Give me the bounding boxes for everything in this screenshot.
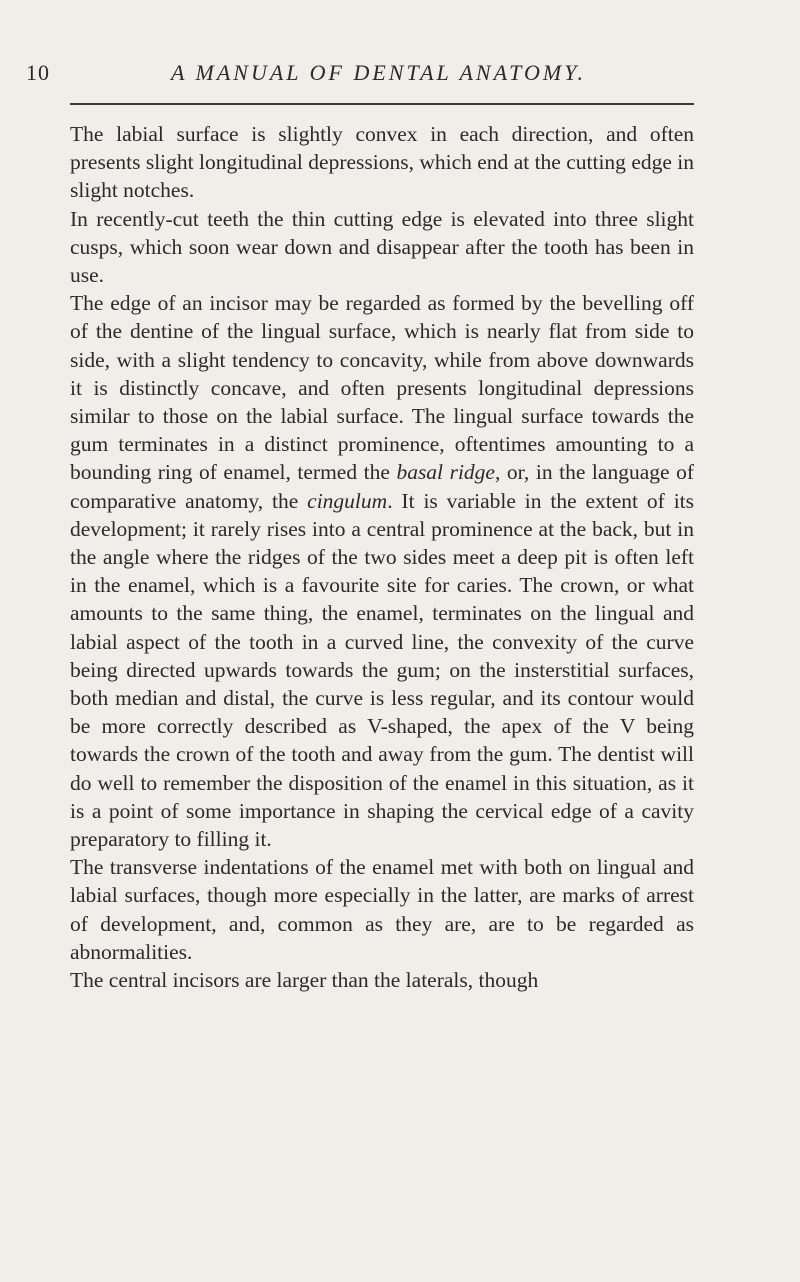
body-text (70, 120, 694, 994)
paragraph: The labial surface is slightly convex in each direction, and often presents slight longitudinal depressions, which end at the cutting edge in slight notches. (70, 122, 694, 203)
paragraph: The central incisors are larger than the laterals, though (70, 968, 539, 993)
term-basal-ridge: basal ridge (396, 460, 495, 485)
running-head (26, 60, 696, 90)
paragraph: The transverse indentations of the enamel met with both on lingual and labial surfaces, though more especially in the latter, are marks of arrest of development, and, common as they are, are to be regarded as abnormalities. (70, 855, 694, 964)
paragraph-text: The edge of an incisor may be regarded as formed by the bevelling off of the dentine of the lingual surface, which is nearly flat from side to side, with a slight tendency to concavity, while from above downwards it is distinctly concave, and often presents longitudinal depressions similar to those on the labial surface. The lingual surface towards the gum terminates in a distinct prominence, oftentimes amounting to a bounding ring of enamel, termed the (70, 291, 694, 485)
paragraph: In recently-cut teeth the thin cutting edge is elevated into three slight cusps, which soon wear down and disappear after the tooth has been in use. (70, 206, 694, 288)
term-cingulum: cingulum (307, 488, 388, 513)
paragraph-text: , or, in the language of comparative anatomy, the (70, 460, 694, 513)
paragraph-text: . It is variable in the extent of its development; it rarely rises into a central prominence at the back, but in the angle where the ridges of the two sides meet a deep pit is often left in the enamel, which is a favourite site for caries. The crown, or what amounts to the same thing, the enamel, terminates on the lingual and labial aspect of the tooth in a curved line, the convexity of the curve being directed upwards towards the gum; on the insterstitial surfaces, both median and distal, the curve is less regular, and its contour would be more correctly described as V-shaped, the apex of the V being towards the crown of the tooth and away from the gum. The dentist will do well to remember the disposition of the enamel in this situation, as it is a point of some importance in shaping the cervical edge of a cavity preparatory to filling it. (70, 488, 695, 852)
running-title: A MANUAL OF DENTAL ANATOMY. (171, 60, 586, 85)
paragraph (70, 289, 694, 853)
page-number: 10 (26, 60, 50, 85)
header-rule (70, 103, 694, 105)
